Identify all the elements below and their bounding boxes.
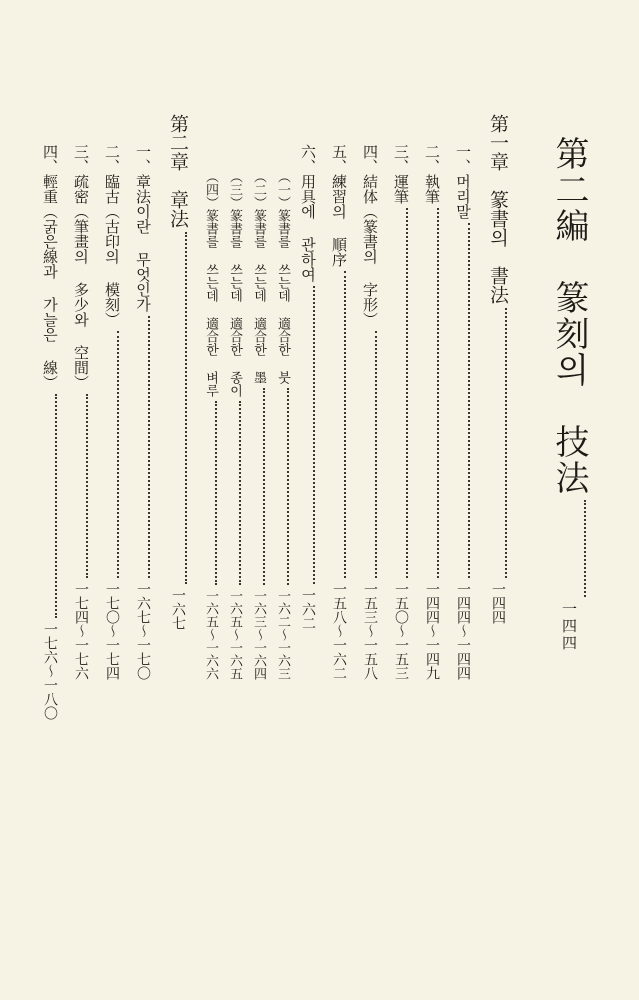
toc-chapter-2: [168, 114, 187, 630]
entry-page: 一六二: [300, 588, 316, 630]
entry-page: 一七六～一八〇: [42, 622, 58, 720]
leader-dots: [287, 388, 289, 585]
entry-page: 一六七～一七〇: [135, 582, 151, 680]
toc-entry: [331, 144, 346, 680]
entry-title: 三、疏密（筆畫의 多少와 空間）: [72, 144, 90, 390]
toc-subentry: [252, 170, 265, 680]
entry-title: （四）篆書를 쓰는데 適合한 벼루: [203, 170, 218, 397]
entry-title: （三）篆書를 쓰는데 適合한 종이: [227, 170, 242, 397]
entry-page: 一四四～一四四: [455, 582, 471, 680]
entry-title: 三、運筆: [392, 144, 410, 204]
leader-dots: [468, 223, 470, 578]
chapter-title: 第二章 章法: [167, 114, 189, 228]
toc-entry: [424, 144, 439, 680]
toc-entry: [455, 144, 470, 680]
entry-title: 四、結体（篆書의 字形）: [361, 144, 379, 327]
entry-title: 二、臨古（古印의 模刻）: [103, 144, 121, 327]
leader-dots: [86, 394, 88, 578]
toc-entry: [362, 144, 377, 680]
entry-title: 一、머리말: [454, 144, 472, 219]
entry-page: 一六五～一六六: [203, 589, 218, 680]
leader-dots: [215, 401, 217, 585]
leader-dots: [148, 316, 150, 578]
toc-subentry: [228, 170, 241, 680]
leader-dots: [584, 500, 586, 597]
toc-entry: [73, 144, 88, 680]
part-page: 一四四: [560, 601, 578, 652]
toc-entry: [300, 144, 315, 630]
entry-page: 一四四～一四九: [424, 582, 440, 680]
entry-page: 一六二～一六三: [275, 589, 290, 680]
entry-page: 一五三～一五八: [362, 582, 378, 680]
part-title: 第二編 篆刻의 技法: [549, 136, 589, 496]
leader-dots: [505, 308, 507, 578]
leader-dots: [263, 388, 265, 585]
entry-page: 一五〇～一五三: [393, 582, 409, 680]
leader-dots: [239, 401, 241, 585]
toc-part-heading: [549, 136, 589, 652]
toc-subentry: [276, 170, 289, 680]
leader-dots: [406, 208, 408, 578]
chapter-page: 一四四: [490, 582, 506, 624]
leader-dots: [375, 331, 377, 578]
entry-title: 二、執筆: [423, 144, 441, 204]
chapter-page: 一六七: [170, 588, 186, 630]
toc-subentry: [204, 170, 217, 680]
entry-title: 一、章法이란 무엇인가: [134, 144, 152, 312]
leader-dots: [185, 232, 187, 584]
leader-dots: [313, 286, 315, 584]
entry-page: 一六五～一六五: [227, 589, 242, 680]
entry-page: 一六三～一六四: [251, 589, 266, 680]
toc-chapter-1: [488, 114, 507, 624]
toc-entry: [393, 144, 408, 680]
leader-dots: [437, 208, 439, 578]
leader-dots: [55, 394, 57, 618]
toc-entry: [135, 144, 150, 680]
entry-title: （二）篆書를 쓰는데 適合한 墨: [251, 170, 266, 384]
entry-page: 一五八～一六二: [331, 582, 347, 680]
toc-entry: [104, 144, 119, 680]
leader-dots: [344, 271, 346, 578]
leader-dots: [117, 331, 119, 578]
entry-title: 五、練習의 順序: [330, 144, 348, 267]
entry-page: 一七四～一七六: [73, 582, 89, 680]
toc-entry: [42, 144, 57, 720]
entry-title: 四、輕重（굵은線과 가늘은 線）: [41, 144, 59, 390]
chapter-title: 第一章 篆書의 書法: [487, 114, 509, 304]
entry-title: 六、用具에 관하여: [299, 144, 317, 282]
entry-title: （一）篆書를 쓰는데 適合한 붓: [275, 170, 290, 384]
entry-page: 一七〇～一七四: [104, 582, 120, 680]
